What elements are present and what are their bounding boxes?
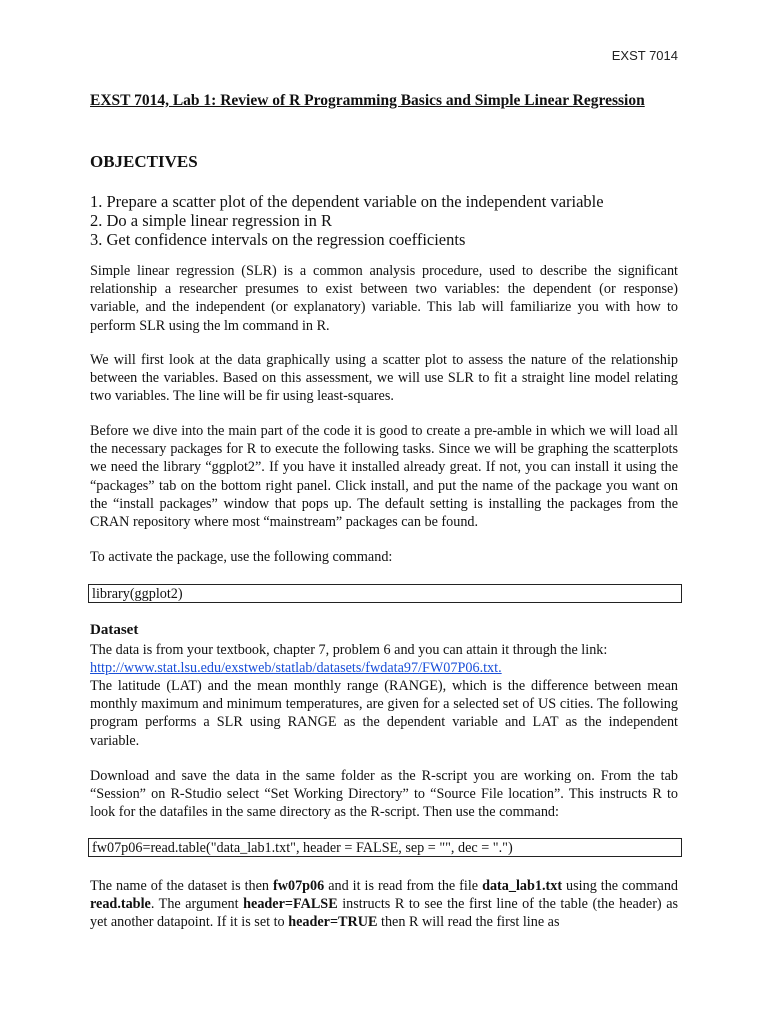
- text-run: then R will read the first line as: [377, 914, 560, 931]
- library-code-box: library(ggplot2): [88, 584, 682, 603]
- text-run: The name of the dataset is then: [90, 878, 273, 894]
- intro-paragraph: Simple linear regression (SLR) is a common analysis procedure, used to describe the significant relationship a researcher presumes to exist between two variables: the dependent (or response) variable, and the independent (or explanatory) variable. This lab will familiarize you with how to perform SLR using the lm command in R.: [90, 263, 678, 334]
- running-header: EXST 7014: [611, 48, 678, 63]
- read-table-code-box: fw07p06=read.table("data_lab1.txt", header = FALSE, sep = "", dec = "."): [88, 838, 682, 857]
- text-run: using the command: [562, 878, 679, 894]
- document-title: EXST 7014, Lab 1: Review of R Programming Basics and Simple Linear Regression: [90, 92, 645, 109]
- dataset-heading: Dataset: [90, 622, 139, 638]
- objective-item: 2. Do a simple linear regression in R: [90, 211, 332, 230]
- text-run: instructs R to see the first line of the table (the header) as yet another datapoint. If it is set to: [90, 896, 679, 931]
- download-paragraph: Download and save the data in the same folder as the R-script you are working on. From the tab “Session” on R-Studio select “Set Working Directory” to “Source File location”. This instructs R to look for the datafiles in the same directory as the R-script. Then use the command:: [90, 768, 678, 821]
- scatter-plot-paragraph: We will first look at the data graphically using a scatter plot to assess the nature of the relationship between the variables. Based on this assessment, we will use SLR to fit a straight line model relating two variables. The line will be fir using least-squares.: [90, 352, 678, 405]
- bold-term-header-true: header=TRUE: [288, 914, 378, 931]
- objective-item: 1. Prepare a scatter plot of the dependent variable on the independent variable: [90, 192, 604, 211]
- objectives-list: [90, 192, 604, 249]
- objective-item: 3. Get confidence intervals on the regression coefficients: [90, 230, 466, 249]
- bold-term-dataset: fw07p06: [273, 878, 325, 894]
- dataset-name-paragraph: [90, 877, 678, 932]
- activate-package-paragraph: To activate the package, use the following command:: [90, 549, 393, 565]
- dataset-link-line: [90, 659, 678, 677]
- preamble-paragraph: Before we dive into the main part of the code it is good to create a pre-amble in which we will load all the necessary packages for R to execute the following tasks. Since we will be graphing the scatterplots we need the library “ggplot2”. If you have it installed already great. If not, you can install it using the “packages” tab on the bottom right panel. Click install, and put the name of the package you want on the “install packages” window that pops up. The default setting is installing the packages from the CRAN repository where most “mainstream” packages can be found.: [90, 423, 678, 531]
- dataset-link[interactable]: http://www.stat.lsu.edu/exstweb/statlab/datasets/fwdata97/FW07P06.txt.: [90, 660, 502, 676]
- text-run: and it is read from the file: [324, 878, 483, 894]
- dataset-intro: The data is from your textbook, chapter 7, problem 6 and you can attain it through the link:: [90, 642, 608, 658]
- dataset-description: The latitude (LAT) and the mean monthly range (RANGE), which is the difference between mean monthly maximum and minimum temperatures, are given for a selected set of US cities. The following program performs a SLR using RANGE as the dependent variable and LAT as the independent variable.: [90, 678, 678, 749]
- bold-term-header-false: header=FALSE: [243, 896, 338, 913]
- bold-term-file: data_lab1.txt: [482, 878, 563, 894]
- objectives-heading: OBJECTIVES: [90, 152, 198, 171]
- text-run: . The argument: [150, 896, 244, 913]
- bold-term-read-table: read.table: [90, 896, 151, 913]
